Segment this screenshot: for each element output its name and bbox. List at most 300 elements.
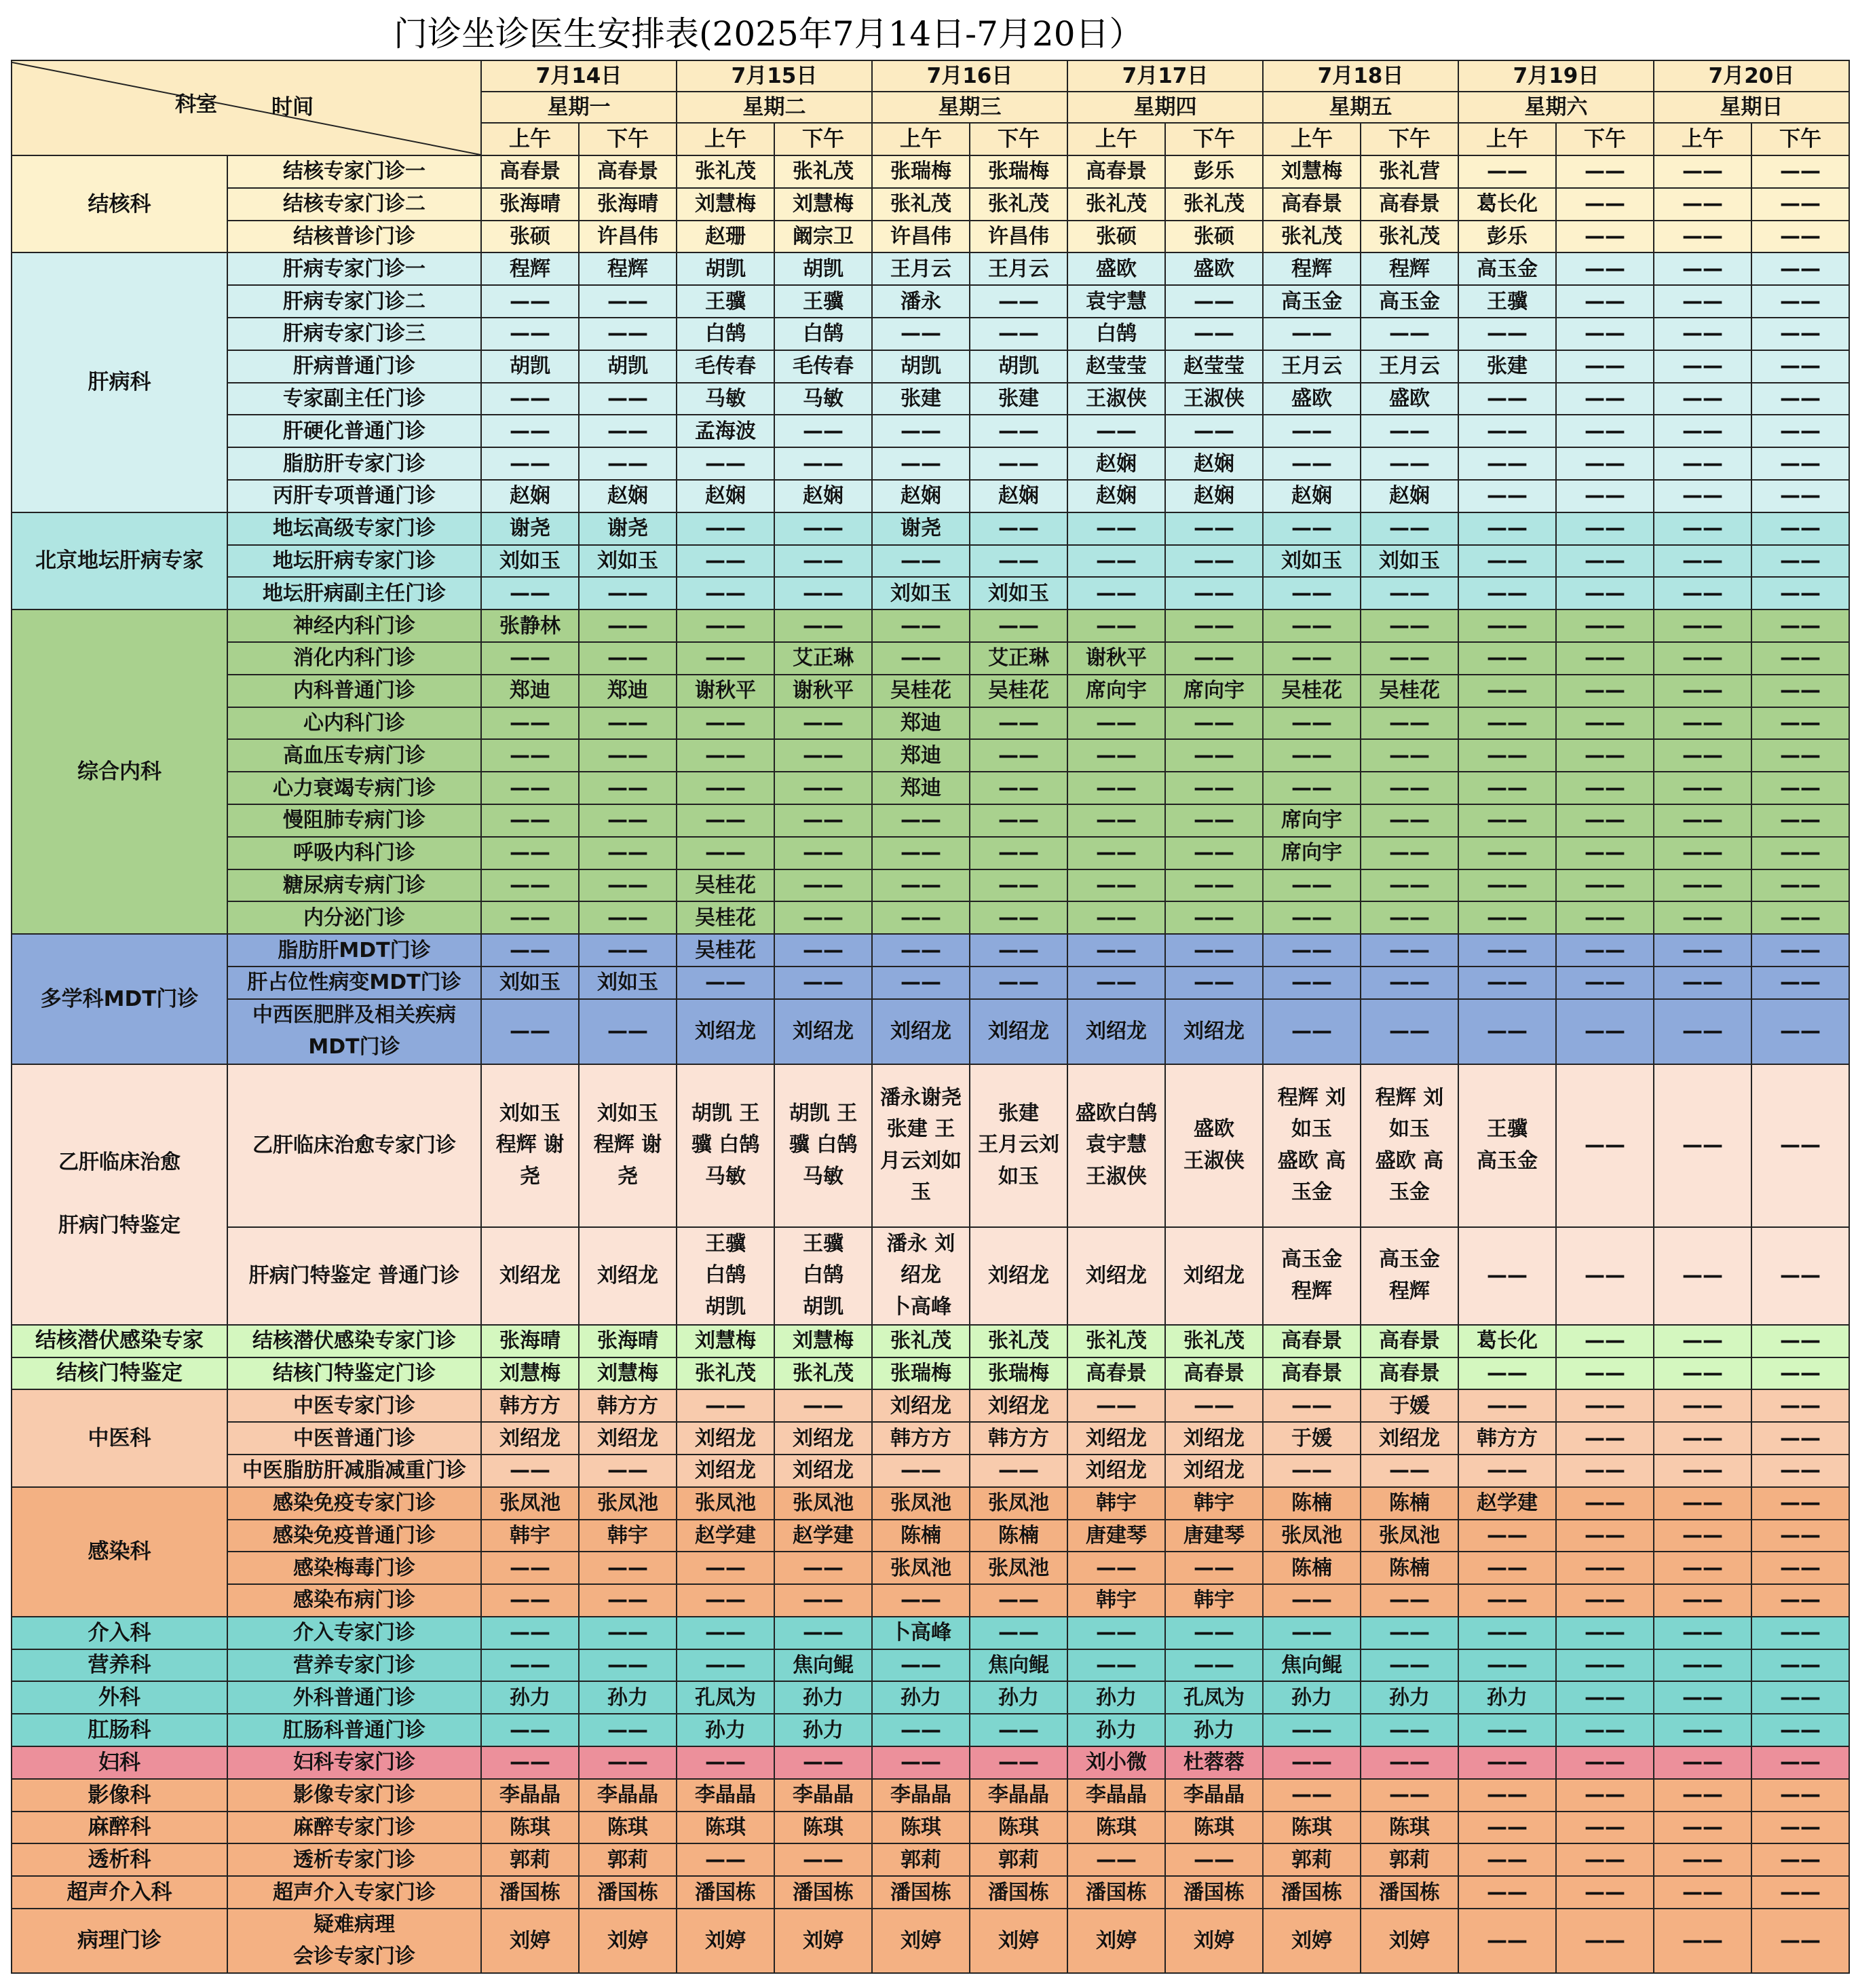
doctor-cell: 张瑞梅 — [970, 155, 1067, 188]
empty-slot-cell: —— — [872, 545, 970, 578]
empty-slot-cell: —— — [677, 545, 774, 578]
empty-slot-cell: —— — [1654, 1714, 1751, 1746]
doctor-cell: 吴桂花 — [677, 934, 774, 967]
empty-slot-cell: —— — [677, 609, 774, 642]
doctor-cell: 胡凯 — [774, 252, 872, 285]
date-header: 7月18日 — [1263, 60, 1458, 92]
doctor-cell: 韩宇 — [579, 1520, 677, 1552]
doctor-cell: 席向宇 — [1263, 837, 1361, 869]
doctor-cell: 艾正琳 — [970, 642, 1067, 675]
department-cell: 麻醉科 — [12, 1812, 227, 1844]
table-row — [12, 447, 1849, 480]
doctor-cell: 韩方方 — [579, 1389, 677, 1422]
empty-slot-cell: —— — [774, 1617, 872, 1649]
empty-slot-cell: —— — [1556, 1552, 1654, 1584]
doctor-cell: 韩宇 — [1165, 1584, 1263, 1617]
doctor-cell: 刘婷 — [1067, 1909, 1165, 1973]
doctor-cell: 张建 — [970, 383, 1067, 415]
empty-slot-cell: —— — [1751, 1843, 1849, 1876]
date-header: 7月14日 — [481, 60, 677, 92]
doctor-cell: 陈琪 — [579, 1812, 677, 1844]
doctor-cell: 王骥 白鹄 胡凯 — [774, 1227, 872, 1325]
empty-slot-cell: —— — [1067, 1649, 1165, 1682]
empty-slot-cell: —— — [579, 609, 677, 642]
empty-slot-cell: —— — [1556, 383, 1654, 415]
empty-slot-cell: —— — [1654, 707, 1751, 740]
doctor-cell: 张礼茂 — [1165, 188, 1263, 221]
empty-slot-cell: —— — [1361, 447, 1458, 480]
doctor-cell: 毛传春 — [677, 350, 774, 383]
clinic-cell: 脂肪肝MDT门诊 — [227, 934, 481, 967]
empty-slot-cell: —— — [579, 707, 677, 740]
table-row — [12, 869, 1849, 902]
doctor-cell: 高春景 — [1165, 1357, 1263, 1390]
empty-slot-cell: —— — [677, 642, 774, 675]
department-cell: 妇科 — [12, 1746, 227, 1779]
empty-slot-cell: —— — [1556, 1812, 1654, 1844]
doctor-cell: 陈楠 — [872, 1520, 970, 1552]
empty-slot-cell: —— — [481, 1455, 579, 1487]
empty-slot-cell: —— — [970, 1455, 1067, 1487]
empty-slot-cell: —— — [1751, 1812, 1849, 1844]
doctor-cell: 彭乐 — [1165, 155, 1263, 188]
clinic-cell: 肝病专家门诊三 — [227, 318, 481, 350]
clinic-cell: 中医专家门诊 — [227, 1389, 481, 1422]
empty-slot-cell: —— — [1458, 1520, 1556, 1552]
doctor-cell: 李晶晶 — [1165, 1779, 1263, 1812]
empty-slot-cell: —— — [1654, 1227, 1751, 1325]
empty-slot-cell: —— — [1654, 967, 1751, 999]
doctor-cell: 潘国栋 — [1361, 1876, 1458, 1909]
table-row — [12, 934, 1849, 967]
empty-slot-cell: —— — [970, 739, 1067, 772]
empty-slot-cell: —— — [1458, 837, 1556, 869]
department-cell: 结核潜伏感染专家 — [12, 1325, 227, 1357]
empty-slot-cell: —— — [481, 318, 579, 350]
empty-slot-cell: —— — [872, 1746, 970, 1779]
doctor-cell: 盛欧白鹄 袁宇慧 王淑侠 — [1067, 1064, 1165, 1227]
empty-slot-cell: —— — [1751, 480, 1849, 512]
empty-slot-cell: —— — [774, 1584, 872, 1617]
empty-slot-cell: —— — [1458, 1584, 1556, 1617]
empty-slot-cell: —— — [1067, 512, 1165, 545]
doctor-cell: 盛欧 — [1263, 383, 1361, 415]
empty-slot-cell: —— — [1654, 901, 1751, 934]
corner-dept-label: 科室 — [175, 92, 217, 117]
clinic-cell: 介入专家门诊 — [227, 1617, 481, 1649]
empty-slot-cell: —— — [1556, 1325, 1654, 1357]
empty-slot-cell: —— — [1361, 999, 1458, 1064]
empty-slot-cell: —— — [970, 707, 1067, 740]
empty-slot-cell: —— — [481, 999, 579, 1064]
doctor-cell: 郑迪 — [872, 707, 970, 740]
doctor-cell: 程辉 — [481, 252, 579, 285]
empty-slot-cell: —— — [579, 577, 677, 609]
empty-slot-cell: —— — [1361, 739, 1458, 772]
empty-slot-cell: —— — [1751, 383, 1849, 415]
empty-slot-cell: —— — [1165, 707, 1263, 740]
empty-slot-cell: —— — [579, 447, 677, 480]
doctor-cell: 张凤池 — [481, 1487, 579, 1520]
doctor-cell: 刘绍龙 — [1067, 1455, 1165, 1487]
doctor-cell: 刘绍龙 — [1165, 1422, 1263, 1455]
table-row — [12, 155, 1849, 188]
empty-slot-cell: —— — [1263, 967, 1361, 999]
empty-slot-cell: —— — [1361, 804, 1458, 837]
department-cell: 北京地坛肝病专家 — [12, 512, 227, 609]
clinic-cell: 肝病普通门诊 — [227, 350, 481, 383]
empty-slot-cell: —— — [1654, 1909, 1751, 1973]
doctor-cell: 赵娴 — [774, 480, 872, 512]
empty-slot-cell: —— — [872, 415, 970, 447]
empty-slot-cell: —— — [1654, 447, 1751, 480]
pm-header: 下午 — [1556, 123, 1654, 155]
clinic-cell: 妇科专家门诊 — [227, 1746, 481, 1779]
empty-slot-cell: —— — [1458, 1617, 1556, 1649]
empty-slot-cell: —— — [1556, 188, 1654, 221]
doctor-cell: 吴桂花 — [677, 869, 774, 902]
doctor-cell: 张礼营 — [1361, 155, 1458, 188]
empty-slot-cell: —— — [970, 837, 1067, 869]
empty-slot-cell: —— — [1067, 934, 1165, 967]
empty-slot-cell: —— — [1263, 1389, 1361, 1422]
clinic-cell: 慢阻肺专病门诊 — [227, 804, 481, 837]
empty-slot-cell: —— — [481, 642, 579, 675]
empty-slot-cell: —— — [1654, 1617, 1751, 1649]
department-cell: 外科 — [12, 1681, 227, 1714]
empty-slot-cell: —— — [1263, 1746, 1361, 1779]
doctor-cell: 赵娴 — [1165, 480, 1263, 512]
empty-slot-cell: —— — [1165, 967, 1263, 999]
empty-slot-cell: —— — [774, 1843, 872, 1876]
empty-slot-cell: —— — [1654, 642, 1751, 675]
empty-slot-cell: —— — [677, 804, 774, 837]
empty-slot-cell: —— — [1654, 1422, 1751, 1455]
doctor-cell: 张凤池 — [1361, 1520, 1458, 1552]
empty-slot-cell: —— — [1654, 1487, 1751, 1520]
clinic-cell: 地坛高级专家门诊 — [227, 512, 481, 545]
empty-slot-cell: —— — [1556, 642, 1654, 675]
empty-slot-cell: —— — [677, 707, 774, 740]
doctor-cell: 胡凯 — [970, 350, 1067, 383]
corner-header — [12, 60, 481, 155]
empty-slot-cell: —— — [481, 837, 579, 869]
empty-slot-cell: —— — [774, 577, 872, 609]
doctor-cell: 刘绍龙 — [481, 1227, 579, 1325]
table-row — [12, 1064, 1849, 1227]
doctor-cell: 张礼茂 — [1361, 221, 1458, 253]
clinic-cell: 高血压专病门诊 — [227, 739, 481, 772]
empty-slot-cell: —— — [481, 447, 579, 480]
clinic-cell: 消化内科门诊 — [227, 642, 481, 675]
clinic-cell: 结核潜伏感染专家门诊 — [227, 1325, 481, 1357]
clinic-cell: 心力衰竭专病门诊 — [227, 772, 481, 804]
empty-slot-cell: —— — [677, 1389, 774, 1422]
empty-slot-cell: —— — [1654, 1812, 1751, 1844]
empty-slot-cell: —— — [1751, 934, 1849, 967]
doctor-cell: 潘国栋 — [1067, 1876, 1165, 1909]
doctor-cell: 潘国栋 — [677, 1876, 774, 1909]
empty-slot-cell: —— — [1165, 1649, 1263, 1682]
department-cell: 营养科 — [12, 1649, 227, 1682]
empty-slot-cell: —— — [1263, 318, 1361, 350]
empty-slot-cell: —— — [677, 447, 774, 480]
empty-slot-cell: —— — [1165, 901, 1263, 934]
table-row — [12, 1227, 1849, 1325]
empty-slot-cell: —— — [1654, 577, 1751, 609]
doctor-cell: 张静林 — [481, 609, 579, 642]
empty-slot-cell: —— — [1165, 772, 1263, 804]
clinic-cell: 超声介入专家门诊 — [227, 1876, 481, 1909]
empty-slot-cell: —— — [1751, 155, 1849, 188]
empty-slot-cell: —— — [774, 967, 872, 999]
department-cell: 乙肝临床治愈 肝病门特鉴定 — [12, 1064, 227, 1325]
empty-slot-cell: —— — [1458, 675, 1556, 707]
empty-slot-cell: —— — [1751, 1422, 1849, 1455]
pm-header: 下午 — [970, 123, 1067, 155]
empty-slot-cell: —— — [1751, 901, 1849, 934]
empty-slot-cell: —— — [1067, 1843, 1165, 1876]
clinic-cell: 影像专家门诊 — [227, 1779, 481, 1812]
doctor-cell: 孙力 — [579, 1681, 677, 1714]
clinic-cell: 专家副主任门诊 — [227, 383, 481, 415]
table-row — [12, 1843, 1849, 1876]
am-header: 上午 — [481, 123, 579, 155]
empty-slot-cell: —— — [1654, 837, 1751, 869]
empty-slot-cell: —— — [481, 383, 579, 415]
empty-slot-cell: —— — [1165, 1389, 1263, 1422]
doctor-cell: 谢秋平 — [774, 675, 872, 707]
empty-slot-cell: —— — [1751, 285, 1849, 318]
weekday-header: 星期一 — [481, 92, 677, 123]
clinic-cell: 结核专家门诊一 — [227, 155, 481, 188]
empty-slot-cell: —— — [774, 512, 872, 545]
table-row — [12, 350, 1849, 383]
empty-slot-cell: —— — [1361, 642, 1458, 675]
empty-slot-cell: —— — [1165, 804, 1263, 837]
empty-slot-cell: —— — [481, 1552, 579, 1584]
doctor-cell: 刘绍龙 — [774, 1422, 872, 1455]
doctor-cell: 孔凤为 — [1165, 1681, 1263, 1714]
empty-slot-cell: —— — [1458, 415, 1556, 447]
doctor-cell: 陈楠 — [1361, 1552, 1458, 1584]
empty-slot-cell: —— — [1556, 318, 1654, 350]
doctor-cell: 刘绍龙 — [579, 1422, 677, 1455]
doctor-cell: 赵珊 — [677, 221, 774, 253]
empty-slot-cell: —— — [1361, 934, 1458, 967]
doctor-cell: 潘国栋 — [1165, 1876, 1263, 1909]
doctor-cell: 孙力 — [872, 1681, 970, 1714]
doctor-cell: 孙力 — [1067, 1681, 1165, 1714]
empty-slot-cell: —— — [1458, 1876, 1556, 1909]
diagonal-line — [12, 61, 480, 155]
doctor-cell: 赵娴 — [677, 480, 774, 512]
table-row — [12, 285, 1849, 318]
doctor-cell: 张凤池 — [1263, 1520, 1361, 1552]
sheet-title: 门诊坐诊医生安排表(2025年7月14日-7月20日） — [394, 14, 1143, 54]
doctor-cell: 高春景 — [1361, 188, 1458, 221]
doctor-cell: 陈琪 — [1263, 1812, 1361, 1844]
empty-slot-cell: —— — [1654, 1357, 1751, 1390]
doctor-cell: 郭莉 — [970, 1843, 1067, 1876]
doctor-cell: 张凤池 — [579, 1487, 677, 1520]
weekday-header: 星期六 — [1458, 92, 1654, 123]
table-row — [12, 1389, 1849, 1422]
empty-slot-cell: —— — [1556, 252, 1654, 285]
doctor-cell: 韩宇 — [481, 1520, 579, 1552]
empty-slot-cell: —— — [1458, 1812, 1556, 1844]
doctor-cell: 陈琪 — [774, 1812, 872, 1844]
empty-slot-cell: —— — [1361, 1617, 1458, 1649]
doctor-cell: 张硕 — [1165, 221, 1263, 253]
empty-slot-cell: —— — [774, 415, 872, 447]
doctor-cell: 潘国栋 — [481, 1876, 579, 1909]
empty-slot-cell: —— — [1067, 1389, 1165, 1422]
empty-slot-cell: —— — [1556, 1746, 1654, 1779]
doctor-cell: 葛长化 — [1458, 1325, 1556, 1357]
table-row — [12, 1909, 1849, 1973]
department-cell: 影像科 — [12, 1779, 227, 1812]
empty-slot-cell: —— — [970, 512, 1067, 545]
empty-slot-cell: —— — [1458, 1552, 1556, 1584]
doctor-cell: 张凤池 — [872, 1487, 970, 1520]
doctor-cell: 刘绍龙 — [872, 1389, 970, 1422]
doctor-cell: 谢秋平 — [677, 675, 774, 707]
doctor-cell: 孙力 — [774, 1714, 872, 1746]
empty-slot-cell: —— — [774, 1389, 872, 1422]
doctor-cell: 刘婷 — [579, 1909, 677, 1973]
empty-slot-cell: —— — [1067, 901, 1165, 934]
empty-slot-cell: —— — [579, 934, 677, 967]
empty-slot-cell: —— — [970, 967, 1067, 999]
empty-slot-cell: —— — [1361, 1779, 1458, 1812]
empty-slot-cell: —— — [1751, 318, 1849, 350]
doctor-cell: 刘如玉 — [872, 577, 970, 609]
empty-slot-cell: —— — [1361, 837, 1458, 869]
doctor-cell: 赵娴 — [481, 480, 579, 512]
empty-slot-cell: —— — [1654, 545, 1751, 578]
doctor-cell: 高春景 — [579, 155, 677, 188]
empty-slot-cell: —— — [1263, 1779, 1361, 1812]
doctor-cell: 刘慧梅 — [677, 188, 774, 221]
doctor-cell: 彭乐 — [1458, 221, 1556, 253]
empty-slot-cell: —— — [481, 1746, 579, 1779]
table-row — [12, 642, 1849, 675]
table-row — [12, 1422, 1849, 1455]
doctor-cell: 许昌伟 — [872, 221, 970, 253]
doctor-cell: 刘婷 — [1263, 1909, 1361, 1973]
empty-slot-cell: —— — [872, 1714, 970, 1746]
empty-slot-cell: —— — [677, 577, 774, 609]
clinic-cell: 感染免疫普通门诊 — [227, 1520, 481, 1552]
empty-slot-cell: —— — [1751, 188, 1849, 221]
empty-slot-cell: —— — [1263, 642, 1361, 675]
doctor-cell: 陈琪 — [1165, 1812, 1263, 1844]
doctor-cell: 许昌伟 — [579, 221, 677, 253]
empty-slot-cell: —— — [579, 772, 677, 804]
empty-slot-cell: —— — [1458, 545, 1556, 578]
empty-slot-cell: —— — [1654, 1681, 1751, 1714]
empty-slot-cell: —— — [1458, 739, 1556, 772]
empty-slot-cell: —— — [1751, 512, 1849, 545]
doctor-cell: 张海晴 — [481, 1325, 579, 1357]
doctor-cell: 高玉金 — [1361, 285, 1458, 318]
empty-slot-cell: —— — [1654, 1552, 1751, 1584]
empty-slot-cell: —— — [1751, 1876, 1849, 1909]
doctor-cell: 张凤池 — [872, 1552, 970, 1584]
empty-slot-cell: —— — [1654, 804, 1751, 837]
doctor-cell: 赵莹莹 — [1067, 350, 1165, 383]
table-row — [12, 901, 1849, 934]
doctor-cell: 高玉金 程辉 — [1263, 1227, 1361, 1325]
empty-slot-cell: —— — [1556, 1714, 1654, 1746]
table-row — [12, 1779, 1849, 1812]
empty-slot-cell: —— — [970, 318, 1067, 350]
doctor-cell: 陈琪 — [481, 1812, 579, 1844]
pm-header: 下午 — [1751, 123, 1849, 155]
empty-slot-cell: —— — [481, 901, 579, 934]
empty-slot-cell: —— — [579, 1584, 677, 1617]
doctor-cell: 张礼茂 — [1067, 188, 1165, 221]
doctor-cell: 唐建琴 — [1067, 1520, 1165, 1552]
empty-slot-cell: —— — [1458, 609, 1556, 642]
empty-slot-cell: —— — [481, 415, 579, 447]
doctor-cell: 李晶晶 — [970, 1779, 1067, 1812]
doctor-cell: 程辉 刘 如玉 盛欧 高 玉金 — [1263, 1064, 1361, 1227]
weekday-header: 星期日 — [1654, 92, 1849, 123]
doctor-cell: 赵娴 — [1067, 480, 1165, 512]
empty-slot-cell: —— — [1165, 739, 1263, 772]
empty-slot-cell: —— — [1165, 837, 1263, 869]
empty-slot-cell: —— — [1556, 1389, 1654, 1422]
empty-slot-cell: —— — [1556, 447, 1654, 480]
empty-slot-cell: —— — [1067, 1552, 1165, 1584]
empty-slot-cell: —— — [1458, 480, 1556, 512]
doctor-cell: 潘永 刘 绍龙 卜高峰 — [872, 1227, 970, 1325]
empty-slot-cell: —— — [1751, 804, 1849, 837]
clinic-cell: 肝硬化普通门诊 — [227, 415, 481, 447]
doctor-cell: 胡凯 — [579, 350, 677, 383]
empty-slot-cell: —— — [1654, 415, 1751, 447]
doctor-cell: 白鹄 — [774, 318, 872, 350]
doctor-cell: 张硕 — [1067, 221, 1165, 253]
doctor-cell: 王月云 — [1263, 350, 1361, 383]
empty-slot-cell: —— — [1556, 1617, 1654, 1649]
doctor-cell: 王骥 白鹄 胡凯 — [677, 1227, 774, 1325]
empty-slot-cell: —— — [1263, 999, 1361, 1064]
table-row — [12, 512, 1849, 545]
empty-slot-cell: —— — [579, 318, 677, 350]
empty-slot-cell: —— — [1654, 1389, 1751, 1422]
empty-slot-cell: —— — [970, 545, 1067, 578]
empty-slot-cell: —— — [1654, 1746, 1751, 1779]
empty-slot-cell: —— — [481, 1649, 579, 1682]
doctor-cell: 白鹄 — [677, 318, 774, 350]
doctor-cell: 张建 王月云刘 如玉 — [970, 1064, 1067, 1227]
empty-slot-cell: —— — [1361, 707, 1458, 740]
empty-slot-cell: —— — [1654, 480, 1751, 512]
empty-slot-cell: —— — [970, 772, 1067, 804]
empty-slot-cell: —— — [1556, 999, 1654, 1064]
empty-slot-cell: —— — [1361, 869, 1458, 902]
clinic-cell: 结核门特鉴定门诊 — [227, 1357, 481, 1390]
table-row — [12, 480, 1849, 512]
doctor-cell: 谢秋平 — [1067, 642, 1165, 675]
empty-slot-cell: —— — [1556, 155, 1654, 188]
doctor-cell: 刘慧梅 — [774, 188, 872, 221]
empty-slot-cell: —— — [1067, 545, 1165, 578]
empty-slot-cell: —— — [1654, 1325, 1751, 1357]
